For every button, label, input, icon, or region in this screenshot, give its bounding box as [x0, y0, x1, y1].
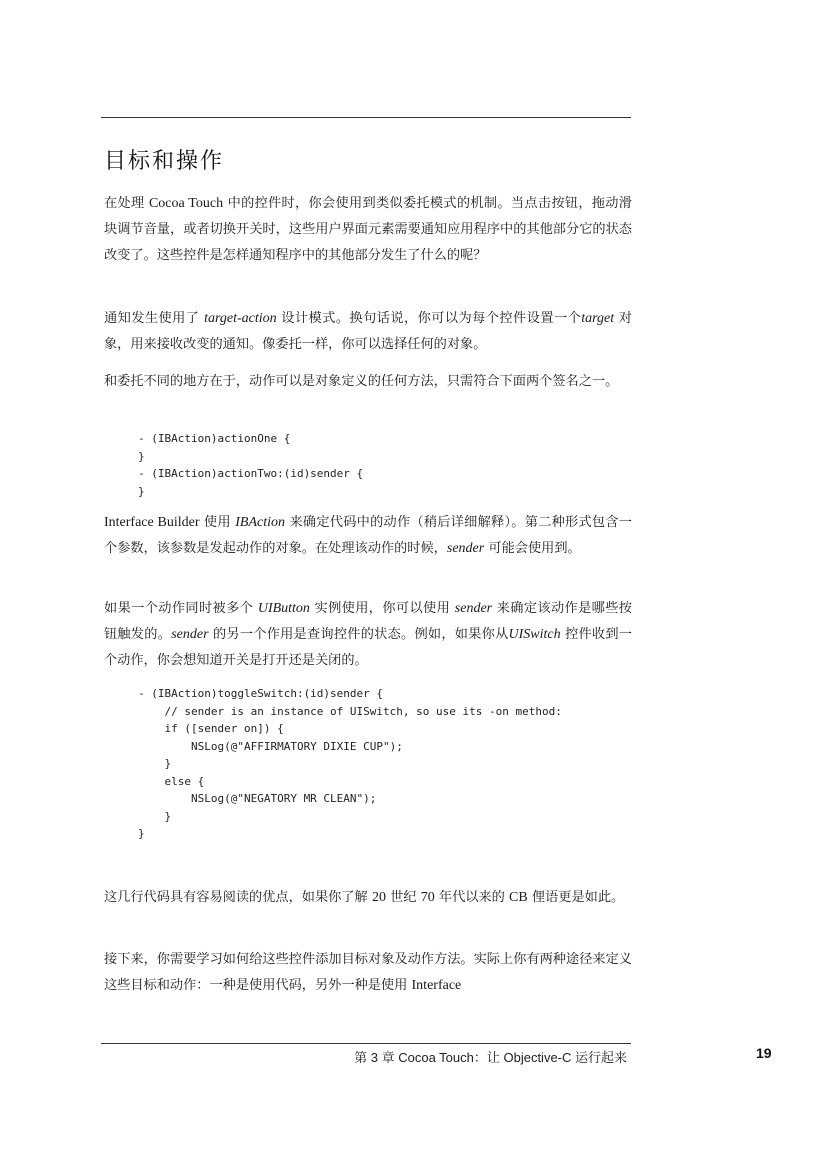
page-number: 19: [756, 1045, 772, 1061]
code-block-toggle-switch: - (IBAction)toggleSwitch:(id)sender { // sender is an instance of UISwitch, so use its -on method: if ([sender on]) { NSLog(@"AFFIRMATORY DIXIE CUP"); } else { NSLog(@"NEGATORY MR CLEAN"); } }: [138, 687, 562, 840]
p4-term-sender: sender: [446, 541, 485, 556]
p2-term-target-action: target-action: [204, 311, 277, 326]
p6-num-20: 20: [371, 890, 386, 905]
p2-text-a: 通知发生使用了: [104, 311, 205, 326]
p5-term-uiswitch: UISwitch: [508, 627, 561, 642]
paragraph-next-steps: [104, 947, 632, 999]
section-title: 目标和操作: [104, 149, 225, 174]
p2-term-target: target: [581, 311, 615, 326]
p5-text-e: 来确定该动作是哪些按钮触发的。: [104, 601, 632, 642]
paragraph-sender: [104, 596, 632, 674]
p5-term-sender: sender: [454, 601, 493, 616]
footer-rule: [101, 1043, 631, 1044]
p6-term-cb: CB: [509, 890, 528, 905]
p4-term-ibaction: IBAction: [235, 515, 286, 530]
p2-text-e: 对象，用来接收改变的通知。像委托一样，你可以选择任何的对象。: [104, 311, 632, 352]
p4-text-d: 来确定代码中的动作（稍后详细解释）。第二种形式包含一个参数，该参数是发起动作的对象。在处理该动作的时候，: [104, 515, 632, 556]
p6-num-70: 70: [420, 890, 435, 905]
header-rule: [101, 117, 631, 118]
p5-term-uibutton: UIButton: [257, 601, 310, 616]
paragraph-intro: [104, 191, 632, 269]
p1-term-cocoa-touch: Cocoa Touch: [148, 196, 224, 211]
running-footer-chapter: 第 3 章 Cocoa Touch：让 Objective-C 运行起来: [354, 1050, 627, 1065]
p7-term-interface: Interface: [411, 978, 462, 993]
p4-term-interface-builder: Interface Builder: [104, 515, 200, 530]
p2-text-c: 设计模式。换句话说，你可以为每个控件设置一个: [276, 311, 582, 326]
p5-text-a: 如果一个动作同时被多个: [104, 601, 258, 616]
paragraph-ibaction: [104, 510, 632, 562]
p1-text-a: 在处理: [104, 196, 149, 211]
paragraph-readability: [104, 885, 632, 911]
paragraph-target-action: [104, 306, 632, 358]
p5-text-g: 的另一个作用是查询控件的状态。例如，如果你从: [208, 627, 509, 642]
p5-term-sender-2: sender: [171, 627, 209, 642]
p6-text-c: 世纪: [385, 890, 421, 905]
p1-text-c: 中的控件时，你会使用到类似委托模式的机制。当点击按钮，拖动滑块调节音量，或者切换开关时，这些用户界面元素需要通知应用程序中的其他部分它的状态改变了。这些控件是怎样通知程序中的其他部分发生了什么的呢？: [104, 196, 632, 263]
p5-text-c: 实例使用，你可以使用: [309, 601, 455, 616]
p5-text-i: 控件收到一个动作，你会想知道开关是打开还是关闭的。: [104, 627, 632, 668]
code-block-actions: - (IBAction)actionOne { } - (IBAction)actionTwo:(id)sender { }: [138, 432, 364, 498]
p6-text-e: 年代以来的: [434, 890, 510, 905]
p4-text-f: 可能会使用到。: [484, 541, 581, 556]
p6-text-g: 俚语更是如此。: [527, 890, 625, 905]
paragraph-signatures: 和委托不同的地方在于，动作可以是对象定义的任何方法，只需符合下面两个签名之一。: [104, 374, 619, 389]
p4-text-b: 使用: [199, 515, 236, 530]
p7-text-a: 接下来，你需要学习如何给这些控件添加目标对象及动作方法。实际上你有两种途径来定义这些目标和动作：一种是使用代码，另外一种是使用: [104, 952, 632, 993]
p6-text-a: 这几行代码具有容易阅读的优点，如果你了解: [104, 890, 372, 905]
